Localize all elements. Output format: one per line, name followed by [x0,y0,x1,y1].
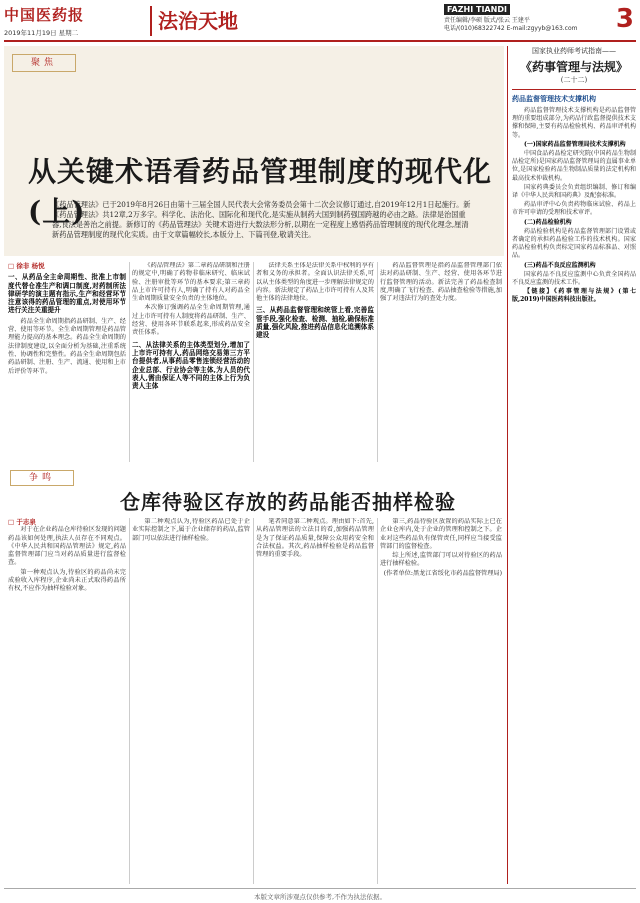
right-column-kicker: 国家执业药师考试指南—— [532,47,616,55]
article2-paragraph: 笔者同意第二种观点。理由如下:首先,从药品管理法的立法目的看,加强药品管理是为了保证药品质量,保障公众用药安全和合法权益。其次,药品抽样检验是药品监督管理的重要手段。 [256,518,374,559]
right-column-paragraph: 国家药品不良反应监测中心负责全国药品不良反应监测的技术工作。 [512,270,636,287]
article1-paragraph: 法律关系主体是法律关系中权利的享有者和义务的承担者。全面认识法律关系,可以从主体类型的角度进一步理解法律规定的内容。新法规定了药品上市许可持有人及其他主体的法律地位。 [256,262,374,303]
date-line: 2019年11月19日 星期二 [4,29,79,37]
article1-subhead-3: 三、从药品监督管理和统管上看,完善监管手段,强化检查、检测、抽检,确保标准质量,强化风险,推进药品信息化追溯体系建设 [256,306,374,340]
article2-headline: 仓库待验区存放的药品能否抽样检验 [120,490,456,514]
article2-col4 [380,518,502,884]
editors-info [444,17,577,33]
article1-col2 [132,262,250,462]
header-right [444,4,634,38]
right-column-subhead: (一)国家药品监督管理局技术支撑机构 [524,140,626,148]
right-column-subhead: (二)药品检验机构 [524,218,572,226]
column-divider [129,262,130,462]
article2-paragraph: 对于在企业药品仓库待验区发现的问题药品该如何处理,执法人员存在不同观点。《中华人民共和国药品管理法》规定,药品监督管理部门应当对药品质量进行监督检查。 [8,526,126,567]
right-column-paragraph: 国家药典委员会负责组织编制、修订和编译《中华人民共和国药典》及配套标准。 [512,183,636,200]
right-column-callout: 【链接】《药事管理与法规》(第七版,2019)中国医药科技出版社。 [512,288,636,304]
article2-paragraph: 综上所述,监管部门可以对待验区的药品进行抽样检验。 [380,552,502,568]
article1-col3 [256,262,374,462]
column-divider [377,518,378,884]
section-latin: FAZHI TIANDI [444,4,510,15]
article1-paragraph: 《药品管理法》第二章药品研制和注册的规定中,明确了药物非临床研究、临床试验、注册审批等环节的基本要求;第三章药品上市许可持有人,明确了持有人对药品全生命周期质量安全负责的主体地位。 [132,262,250,303]
article1-paragraph: 药品监督管理是指药品监督管理部门依法对药品研制、生产、经营、使用各环节进行监督管理的活动。新法完善了药品检查制度,明确了飞行检查、药品抽查检验等措施,加强了对违法行为的查处力度。 [380,262,502,303]
right-column-paragraph: 中国食品药品检定研究院(中国药品生物制品检定所)是国家药品监督管理局的直属事业单位,是国家检验药品生物制品质量的法定机构和最高技术仲裁机构。 [512,150,636,182]
column-divider [253,262,254,462]
article2-author: (作者单位:黑龙江省绥化市药品监督管理局) [383,569,502,577]
article2-paragraph: 第二种观点认为,待验区药品已处于企业实际控制之下,属于企业储存的药品,监管部门可以依法进行抽样检验。 [132,518,250,542]
right-column-divider [507,46,508,884]
right-column-title: 《药事管理与法规》 [519,60,628,74]
header-rule [4,40,636,42]
right-column-number: (二十二) [560,76,588,84]
feature-block [4,46,504,256]
masthead: 中国医药报 [4,6,85,24]
column-divider [253,518,254,884]
right-column-body [512,107,636,305]
column-divider [129,518,130,884]
page-number: 3 [615,4,634,34]
article2-col3 [256,518,374,884]
right-column-paragraph: 药品监督管理技术支撑机构是药品监督管理的重要组成部分,为药品行政监督提供技术支撑和保障,主要有药品检验机构、药品审评机构等。 [512,107,636,139]
section-title: 法治天地 [158,9,238,33]
contact-line: 电话/(010)68322742 E-mail:zgyyb@163.com [444,25,578,32]
article1-byline: □ 徐非 杨悦 [8,262,45,270]
feature-tag: 聚焦 [12,54,76,72]
section-box [150,6,238,36]
article2-col2 [132,518,250,884]
right-column [512,46,636,696]
masthead-block [4,4,284,38]
right-column-paragraph: 药品审评中心负责药物临床试验、药品上市许可申请的受理和技术审评。 [512,201,636,217]
article1-paragraph: 药品全生命周期指药品研制、生产、经营、使用等环节。全生命周期管理是药品管理能力提高的基本理念。药品全生命周期的法律制度建设,以全面分析为基础,注重系统性、协调性和完整性。药品全生命周期包括药品研制、注册、生产、流通、使用和上市后评价等环节。 [8,317,126,375]
editors-line: 责任编辑/李硕 版式/张云 王建平 [444,17,530,24]
article1-subhead-1: 一、从药品全主命周期性、批准上市制度代替仓准生产和调口制度,对药制所法律研学的演主题有指示,生产和经营环节注意该得的药品管理的重点,对使用环节进行关注关重提升 [8,273,126,315]
right-column-subhead: (三)药品不良反应监测机构 [524,261,596,269]
feature-lead: 《药品管理法》已于2019年8月26日由第十三届全国人民代表大会常务委员会第十二次会议修订通过,自2019年12月1日起施行。新《药品管理法》共12章,2万多字。科学化、法治化、国际化和现代化,是实施从制药大国到制药强国跨越的必由之路。法律是治国重器,良法是善治之前提。新修订的《药品管理法》关键术语进行大数法形分析,以期在一定程度上感悟药品管理制度的现代化理念,厘清新药品管理制度的现代化实质。由于文章篇幅较长,本版分上、下篇刊登,敬请关注。 [52,200,471,239]
feature-headline: 从关键术语看药品管理制度的现代化(上) [28,155,493,228]
article1-col4 [380,262,502,462]
article2-tag: 争鸣 [10,470,74,486]
column-divider [377,262,378,462]
article2-paragraph: 第一种观点认为,待验区的药品尚未完成验收入库程序,企业尚未正式取得药品所有权,不应作为抽样检验对象。 [8,568,126,593]
article1-col1 [8,262,126,462]
page-footer: 本版文章所涉观点仅供参考,不作为执法依据。 [4,888,636,901]
article2-paragraph: 第三,药品待验区放置的药品实际上已在企业仓库内,处于企业的管理和控制之下。企业对这些药品负有保管责任,同样应当接受监管部门的监督检查。 [380,518,502,550]
right-column-paragraph: 药品检验机构是药品监督管理部门设置或者确定的承担药品检验工作的技术机构。国家药品检验机构负责标定国家药品标准品、对照品。 [512,227,636,260]
article1-subhead-2: 二、从法律关系的主体类型划分,增加了上市许可持有人,药品网络交易第三方平台提供者,从事药品零售连锁经营活动的企业总部、行业协会等主体,为人员的代表人,需由保证人等不同的主体上行为负责人主体 [132,340,250,391]
right-column-rule [512,89,636,90]
article2-byline: □ 于志泉 [8,518,36,526]
article2-col1 [8,518,126,884]
right-column-subtitle: 药品监督管理技术支撑机构 [512,94,596,103]
article1-paragraph: 本次修订强调药品全生命周期管理,通过上市许可持有人制度将药品研制、生产、经营、使用各环节联系起来,形成药品安全责任体系。 [132,304,250,337]
